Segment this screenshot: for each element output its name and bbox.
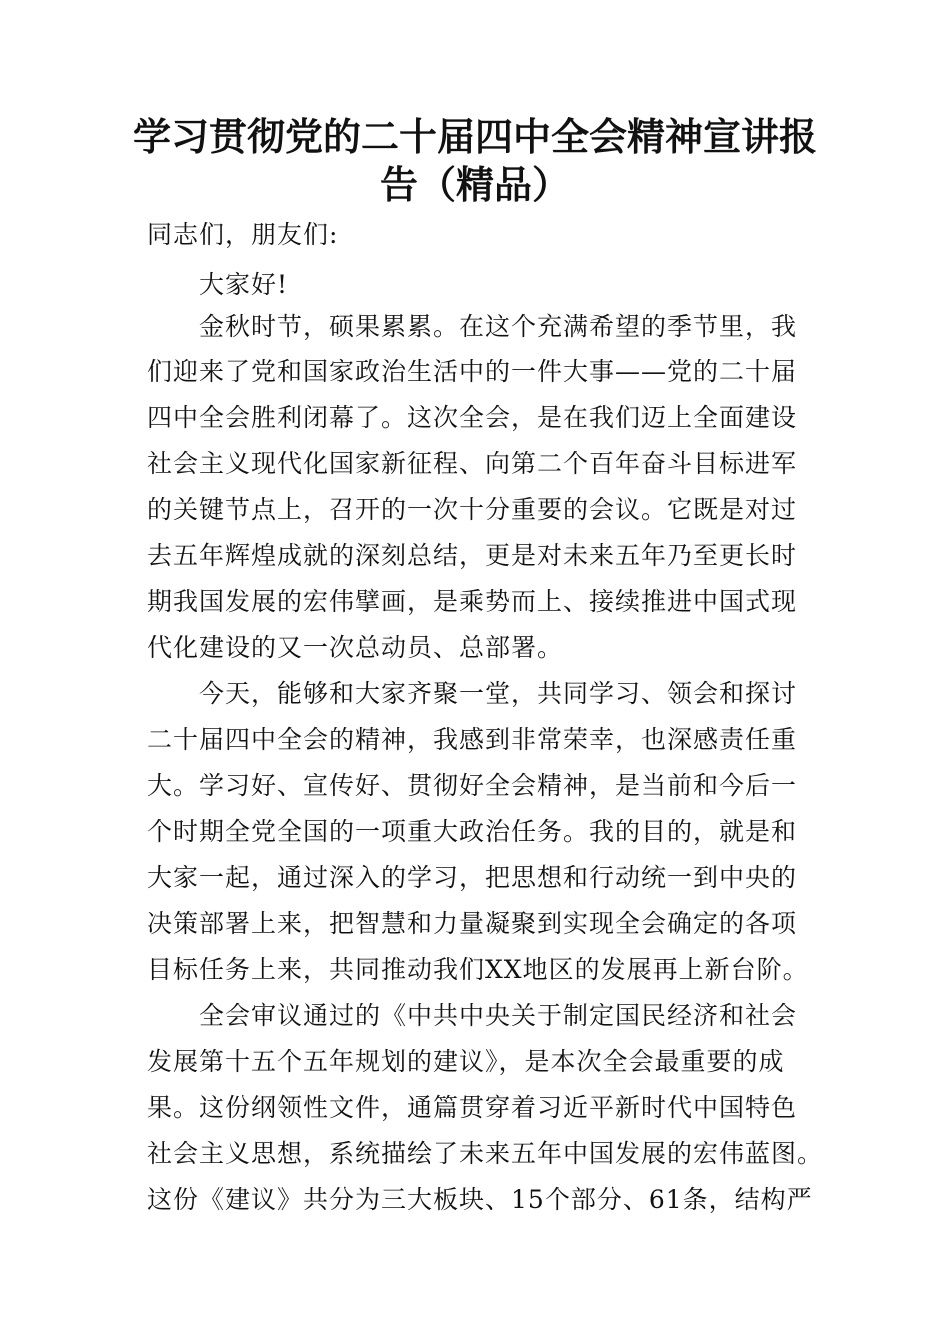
text-line: 大家一起，通过深入的学习，把思想和行动统一到中央的 <box>147 863 798 892</box>
document-title-line-1: 学习贯彻党的二十届四中全会精神宣讲报 <box>132 114 817 159</box>
text-line: 发展第十五个五年规划的建议》，是本次全会最重要的成 <box>147 1047 785 1076</box>
text-line: 决策部署上来，把智慧和力量凝聚到实现全会确定的各项 <box>147 909 798 938</box>
text-line: 们迎来了党和国家政治生活中的一件大事——党的二十届 <box>147 357 798 386</box>
text-line: 代化建设的又一次总动员、总部署。 <box>147 633 564 662</box>
text-line: 目标任务上来，共同推动我们XX地区的发展再上新台阶。 <box>147 955 809 984</box>
text-line: 的关键节点上，召开的一次十分重要的会议。它既是对过 <box>147 495 798 524</box>
text-line: 社会主义现代化国家新征程、向第二个百年奋斗目标进军 <box>147 449 798 478</box>
text-line: 金秋时节，硕果累累。在这个充满希望的季节里，我 <box>147 312 798 341</box>
text-line: 果。这份纲领性文件，通篇贯穿着习近平新时代中国特色 <box>147 1093 798 1122</box>
text-line: 今天，能够和大家齐聚一堂，共同学习、领会和探讨 <box>147 679 798 708</box>
text-line: 全会审议通过的《中共中央关于制定国民经济和社会 <box>147 1001 798 1030</box>
document-title-line-2: 告（精品） <box>379 162 570 207</box>
text-line: 个时期全党全国的一项重大政治任务。我的目的，就是和 <box>147 817 798 846</box>
text-line: 大。学习好、宣传好、贯彻好全会精神，是当前和今后一 <box>147 771 798 800</box>
text-line: 去五年辉煌成就的深刻总结，更是对未来五年乃至更长时 <box>147 541 798 570</box>
text-line: 社会主义思想，系统描绘了未来五年中国发展的宏伟蓝图。 <box>147 1139 824 1168</box>
text-line: 期我国发展的宏伟擘画，是乘势而上、接续推进中国式现 <box>147 587 798 616</box>
text-line: 这份《建议》共分为三大板块、15个部分、61条，结构严 <box>147 1185 813 1214</box>
text-line: 同志们，朋友们: <box>147 220 339 249</box>
text-line: 大家好! <box>147 270 289 299</box>
text-line: 二十届四中全会的精神，我感到非常荣幸，也深感责任重 <box>147 725 798 754</box>
text-line: 四中全会胜利闭幕了。这次全会，是在我们迈上全面建设 <box>147 403 798 432</box>
